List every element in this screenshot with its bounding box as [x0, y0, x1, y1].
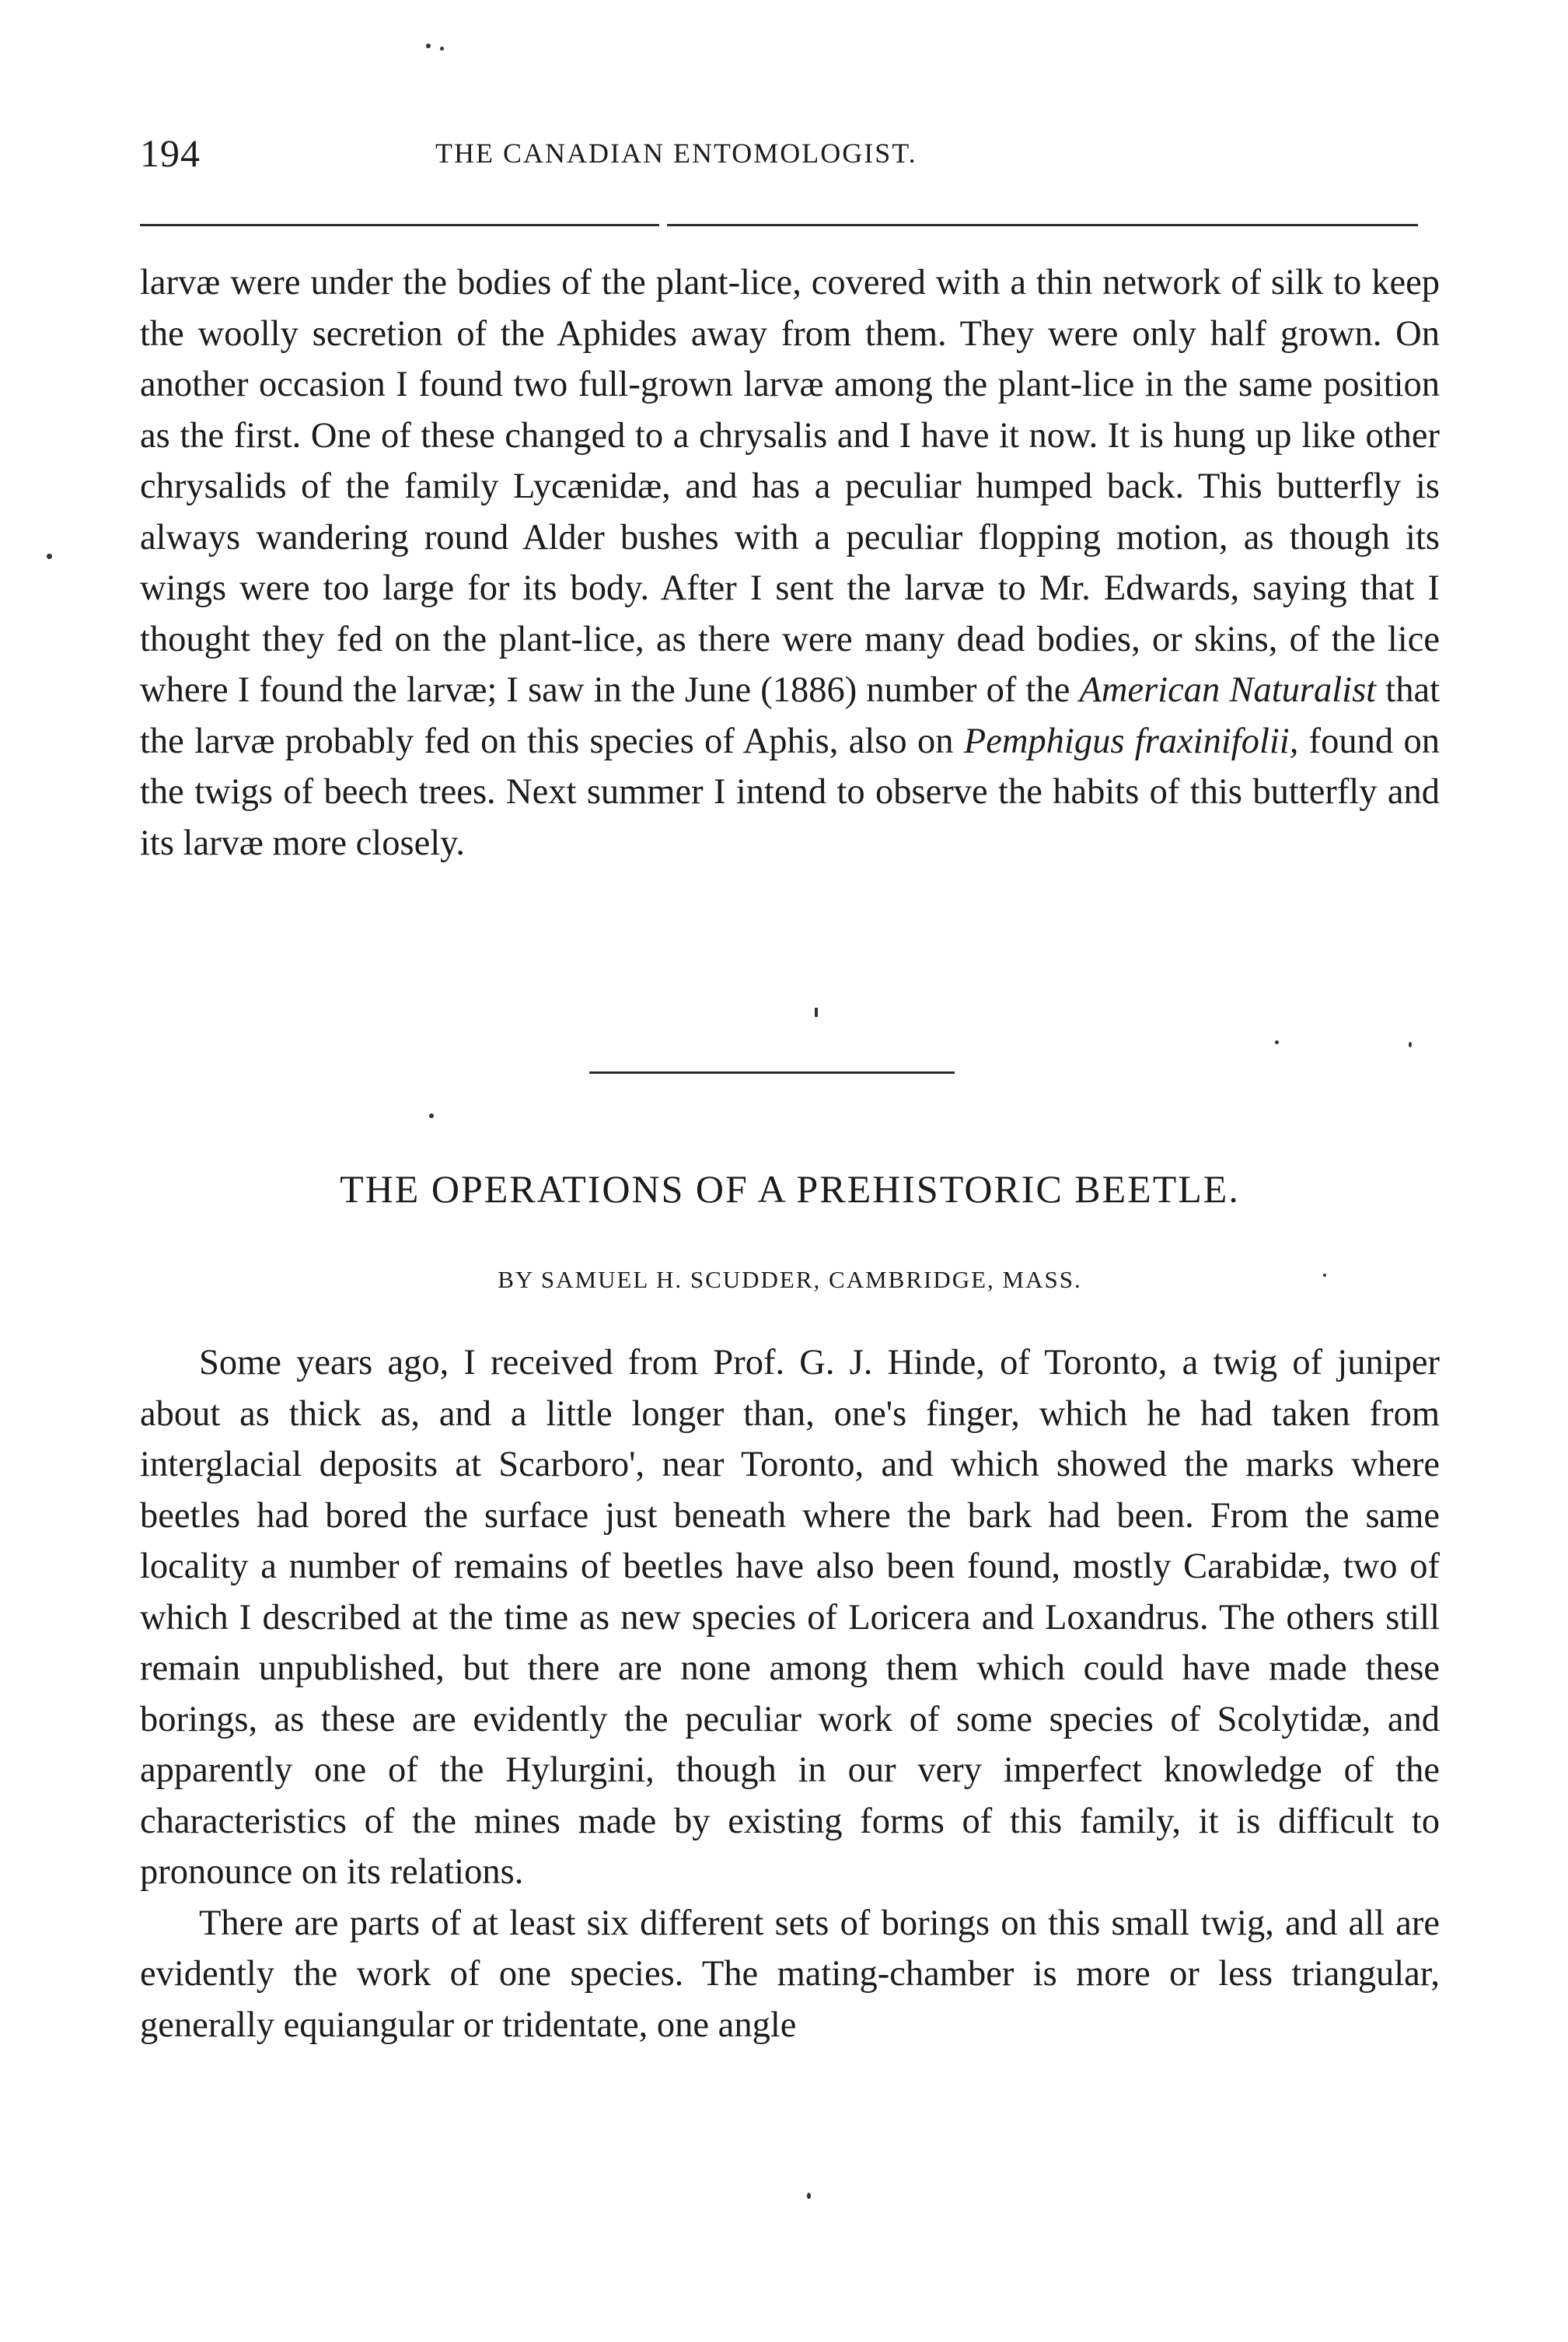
continuation-text-start: larvæ were under the bodies of the plant-lice, covered with a thin network of silk to keep the woolly secretion of the Aphides away from them. They were only half grown. On another occasion I found two full-grown larvæ among the plant-lice in the same position as the first. One of these changed to a chrysalis and I have it now. It is hung up like other chrysalids of the family Lycænidæ, and has a peculiar humped back. This butterfly is always wandering round Alder bushes with a peculiar flopping motion, as though its wings were too large for its body. After I sent the larvæ to Mr. Edwards, saying that I thought they fed on the plant-lice, as there were many dead bodies, or skins, of the lice where I found the larvæ; I saw in the June (1886) number of the	[140, 263, 1440, 710]
article-title: THE OPERATIONS OF A PREHISTORIC BEETLE.	[340, 1167, 1240, 1211]
article-byline: BY SAMUEL H. SCUDDER, CAMBRIDGE, MASS.	[498, 1266, 1082, 1293]
scan-speck	[1275, 1040, 1279, 1044]
journal-name: American Naturalist	[1079, 670, 1377, 710]
article-paragraph: Some years ago, I received from Prof. G. J. Hinde, of Toronto, a twig of juniper about as thick as, and a little longer than, one's finger, which he had taken from interglacial deposits at Scarboro', near Toronto, and which showed the marks where beetles had bored the surface just beneath where the bark had been. From the same locality a number of remains of beetles have also been found, mostly Carabidæ, two of which I described at the time as new species of Loricera and Loxandrus. The others still remain unpublished, but there are none among them which could have made these borings, as these are evidently the peculiar work of some species of Scolytidæ, and apparently one of the Hylurgini, though in our very imperfect knowledge of the characteristics of the mines made by existing forms of this family, it is difficult to pronounce on its relations.	[140, 1343, 1440, 1892]
continuation-text-end: found on the twigs of beech trees. Next summer I intend to observe the habits of this butterfly and its larvæ more closely.	[140, 721, 1440, 863]
scan-speck	[807, 2193, 811, 2199]
scan-speck	[440, 47, 444, 51]
section-divider	[589, 1071, 955, 1074]
scan-speck	[426, 44, 431, 48]
scan-speck	[1409, 1042, 1412, 1047]
species-name: Pemphigus fraxinifolii,	[963, 721, 1299, 761]
article-paragraph: There are parts of at least six different sets of borings on this small twig, and all are evidently the work of one species. The mating-chamber is more or less triangular, generally equiangular or tridentate, one angle	[140, 1903, 1440, 2045]
header-rule-left	[140, 224, 659, 226]
scan-speck	[815, 1008, 818, 1017]
continuation-text-mid: that the larvæ probably fed on this species of Aphis, also on	[140, 670, 1441, 761]
scan-speck	[1323, 1274, 1326, 1277]
page-number: 194	[140, 131, 201, 175]
article-body	[140, 1337, 1440, 2050]
continuation-paragraph	[140, 257, 1440, 869]
scan-speck	[429, 1113, 434, 1118]
running-head: THE CANADIAN ENTOMOLOGIST.	[435, 138, 917, 169]
continuation-block	[140, 257, 1440, 869]
header-rule-right	[667, 224, 1418, 226]
scan-speck	[47, 554, 52, 559]
